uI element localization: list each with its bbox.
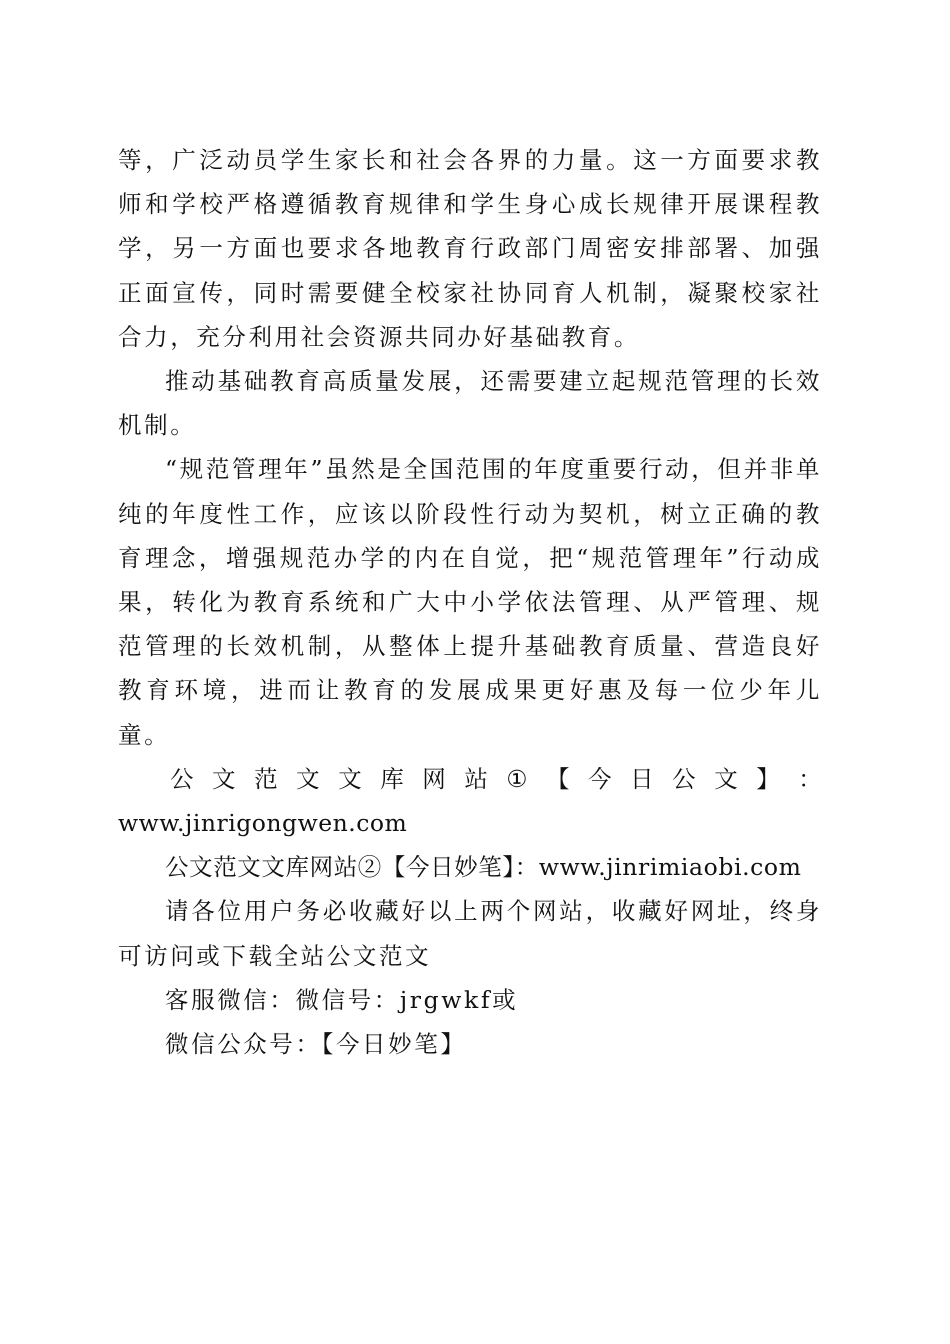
- site1-char: 公: [170, 764, 194, 793]
- site1-char: 范: [254, 764, 278, 793]
- site1-char: 文: [338, 764, 362, 793]
- site1-char: 文: [714, 764, 738, 793]
- document-body: [118, 138, 822, 1066]
- site1-char: 日: [630, 764, 654, 793]
- site1-char: 】: [756, 764, 780, 793]
- paragraph-1: 等，广泛动员学生家长和社会各界的力量。这一方面要求教师和学校严格遵循教育规律和学生身心成长规律开展课程教学，另一方面也要求各地教育行政部门周密安排部署、加强正面宣传，同时需要健全校家社协同育人机制，凝聚校家社合力，充分利用社会资源共同办好基础教育。: [118, 146, 822, 351]
- site1-char: 网: [422, 764, 446, 793]
- site1-char: 今: [588, 764, 612, 793]
- site1-title-line: [118, 757, 822, 801]
- site1-char: 文: [296, 764, 320, 793]
- site2-line[interactable]: 公文范文文库网站②【今日妙笔】：www.jinrimiaobi.com: [165, 853, 802, 882]
- site1-char: 文: [212, 764, 236, 793]
- site1-char: 库: [380, 764, 404, 793]
- site1-char: 公: [672, 764, 696, 793]
- site1-char: 【: [546, 764, 570, 793]
- notice-paragraph: 请各位用户务必收藏好以上两个网站，收藏好网址，终身可访问或下载全站公文范文: [118, 897, 822, 970]
- site1-char: ：: [798, 764, 822, 793]
- paragraph-3: “规范管理年”虽然是全国范围的年度重要行动，但并非单纯的年度性工作，应该以阶段性行动为契机，树立正确的教育理念，增强规范办学的内在自觉，把“规范管理年”行动成果，转化为教育系统和广大中小学依法管理、从严管理、规范管理的长效机制，从整体上提升基础教育质量、营造良好教育环境，进而让教育的发展成果更好惠及每一位少年儿童。: [118, 455, 822, 749]
- paragraph-2: 推动基础教育高质量发展，还需要建立起规范管理的长效机制。: [118, 367, 822, 440]
- site1-char: ①: [506, 764, 528, 793]
- service-wechat: 客服微信：微信号：jrgwkf或: [165, 985, 519, 1014]
- site1-url[interactable]: www.jinrigongwen.com: [118, 809, 408, 838]
- official-account: 微信公众号：【今日妙笔】: [165, 1030, 467, 1059]
- site1-char: 站: [464, 764, 488, 793]
